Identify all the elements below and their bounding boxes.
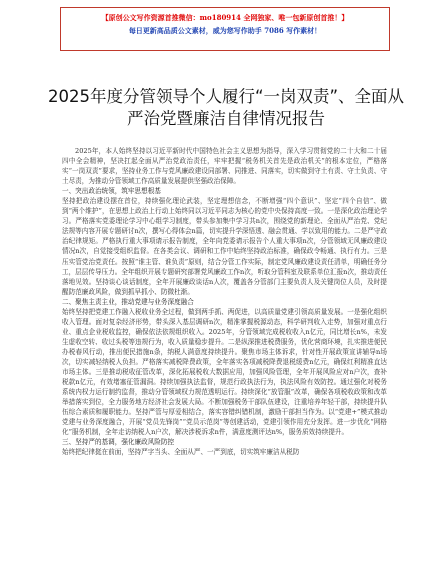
promo-banner-line-2: 每日更新高品质公文素材，威为您写作助手 7086 写作素材！ [128,26,322,35]
section-heading-2: 二、聚焦主责主业，推动党建与业务深度融合 [62,297,194,306]
section-1-paragraph: 坚持把政治建设摆在首位，持续强化理论武装，坚定理想信念，不断增强“四个意识”、坚定“四个自信”、做到“两个维护”，在思想上政治上行动上始终同以习近平同志为核心的党中央保持高度一致。一是深化政治理论学习。严格落实党委理论学习中心组学习制度，带头参加集中学习共n次，围绕党的新理论、全面从严治党、党纪法规等内容开展专题研讨n次，撰写心得体会n篇，切实提升学深悟透、融会贯通、学以致用的能力。二是严守政治纪律规矩。严格执行重大事项请示报告制度，全年向党委请示报告个人重大事项n次，分管领域无风廉政建设情况n次，自觉接受组织监督。在各类会议、调研和工作中始终坚持政治标准，确保政令畅通、执行有力。三是压实管党治党责任。按照“谁主管、谁负责”原则，结合分管工作实际，制定党风廉政建设责任清单，明确任务分工，层层传导压力。全年组织开展专题研究部署党风廉政工作n次，听取分管科室及联系单位汇报n次，推动责任落地见效。坚持谈心谈话制度，全年开展廉政谈话n人次，覆盖各分管部门主要负责人及关键岗位人员，及时提醒防范廉政风险，做到抓早抓小、防微杜渐。 [62,197,387,296]
section-3-paragraph: 始终把纪律挺在前面，坚持严字当头、全面从严、一严到底，切实筑牢廉洁从税防 [62,448,300,457]
promo-banner [60,7,390,51]
intro-paragraph: 2025年，本人始终坚持以习近平新时代中国特色社会主义思想为指导，深入学习贯彻党的二十大和二十届四中全会精神，坚决扛起全面从严治党政治责任，牢牢把握“税务机关首先是政治机关”的根本定位，严格落实“一岗双责”要求，坚持业务工作与党风廉政建设同部署、同推进、同落实，切实做到守土有责、守土负责、守土尽责，为推动分管领域工作高质量发展提供坚强政治保障。 [62,147,387,186]
section-2-paragraph: 始终坚持把党建工作融入税收业务全过程，做到两手抓、两促进，以高质量党建引领高质量发展。一是强化组织收入管理。面对复杂经济形势，带头深入基层调研n次，精准掌握税源动态，科学研判收入走势，加强对重点行业、重点企业税收监控，确保依法依规组织收入。2025年，分管领域完成税收收入n亿元，同比增长n%，未发生虚收空转、收过头税等违规行为，收入质量稳步提升。二是纵深推进税费服务，优化营商环境，扎实推进便民办税春风行动，推出便民措施n条，纳税人满意度持续提升。聚焦市场主体诉求，针对性开展政策宣讲辅导n场次，切实减轻纳税人负担。严格落实减税降费政策，全年落实各项减税降费退税缓费n亿元，确保红利精准直达市场主体。三是推动税收征管改革，深化拓展税收大数据应用，加强风险管理，全年开展风险应对n户次，查补税款n亿元，有效堵塞征管漏洞。持续加强执法监督，规范行政执法行为，执法风险有效防控。通过强化对税务系统内权力运行制约监督，推动分管领域权力规范透明运行。持续深化“放管服”改革，确保各项税收政策和改革举措落实到位，全力服务地方经济社会发展大局。不断加强税务干部队伍建设，注重培养年轻干部，持续提升队伍综合素质和履职能力。坚持严管与厚爱相结合，落实容错纠错机制，激励干部担当作为。以“党建+”模式推动党建与业务深度融合，开展“党员先锋岗”“党员示范岗”等创建活动，党建引领作用充分发挥。进一步优化“网格化”服务机制，全年走访纳税人n户次，解决涉税诉求n件，满意度测评达n%，服务质效持续提升。 [62,307,387,437]
section-heading-1: 一、突出政治统领，筑牢思想根基 [62,187,161,196]
document-title: 2025年度分管领导个人履行“一岗双责”、全面从严治党暨廉洁自律情况报告 [47,87,405,128]
section-heading-3: 三、坚持严的基调，强化廉政风险防控 [62,438,175,447]
promo-banner-line-1: 【原创公文写作资源首推微信：mo180914 全网独家、唯一包新原创首推！】 [101,13,349,22]
document-body [62,146,387,457]
